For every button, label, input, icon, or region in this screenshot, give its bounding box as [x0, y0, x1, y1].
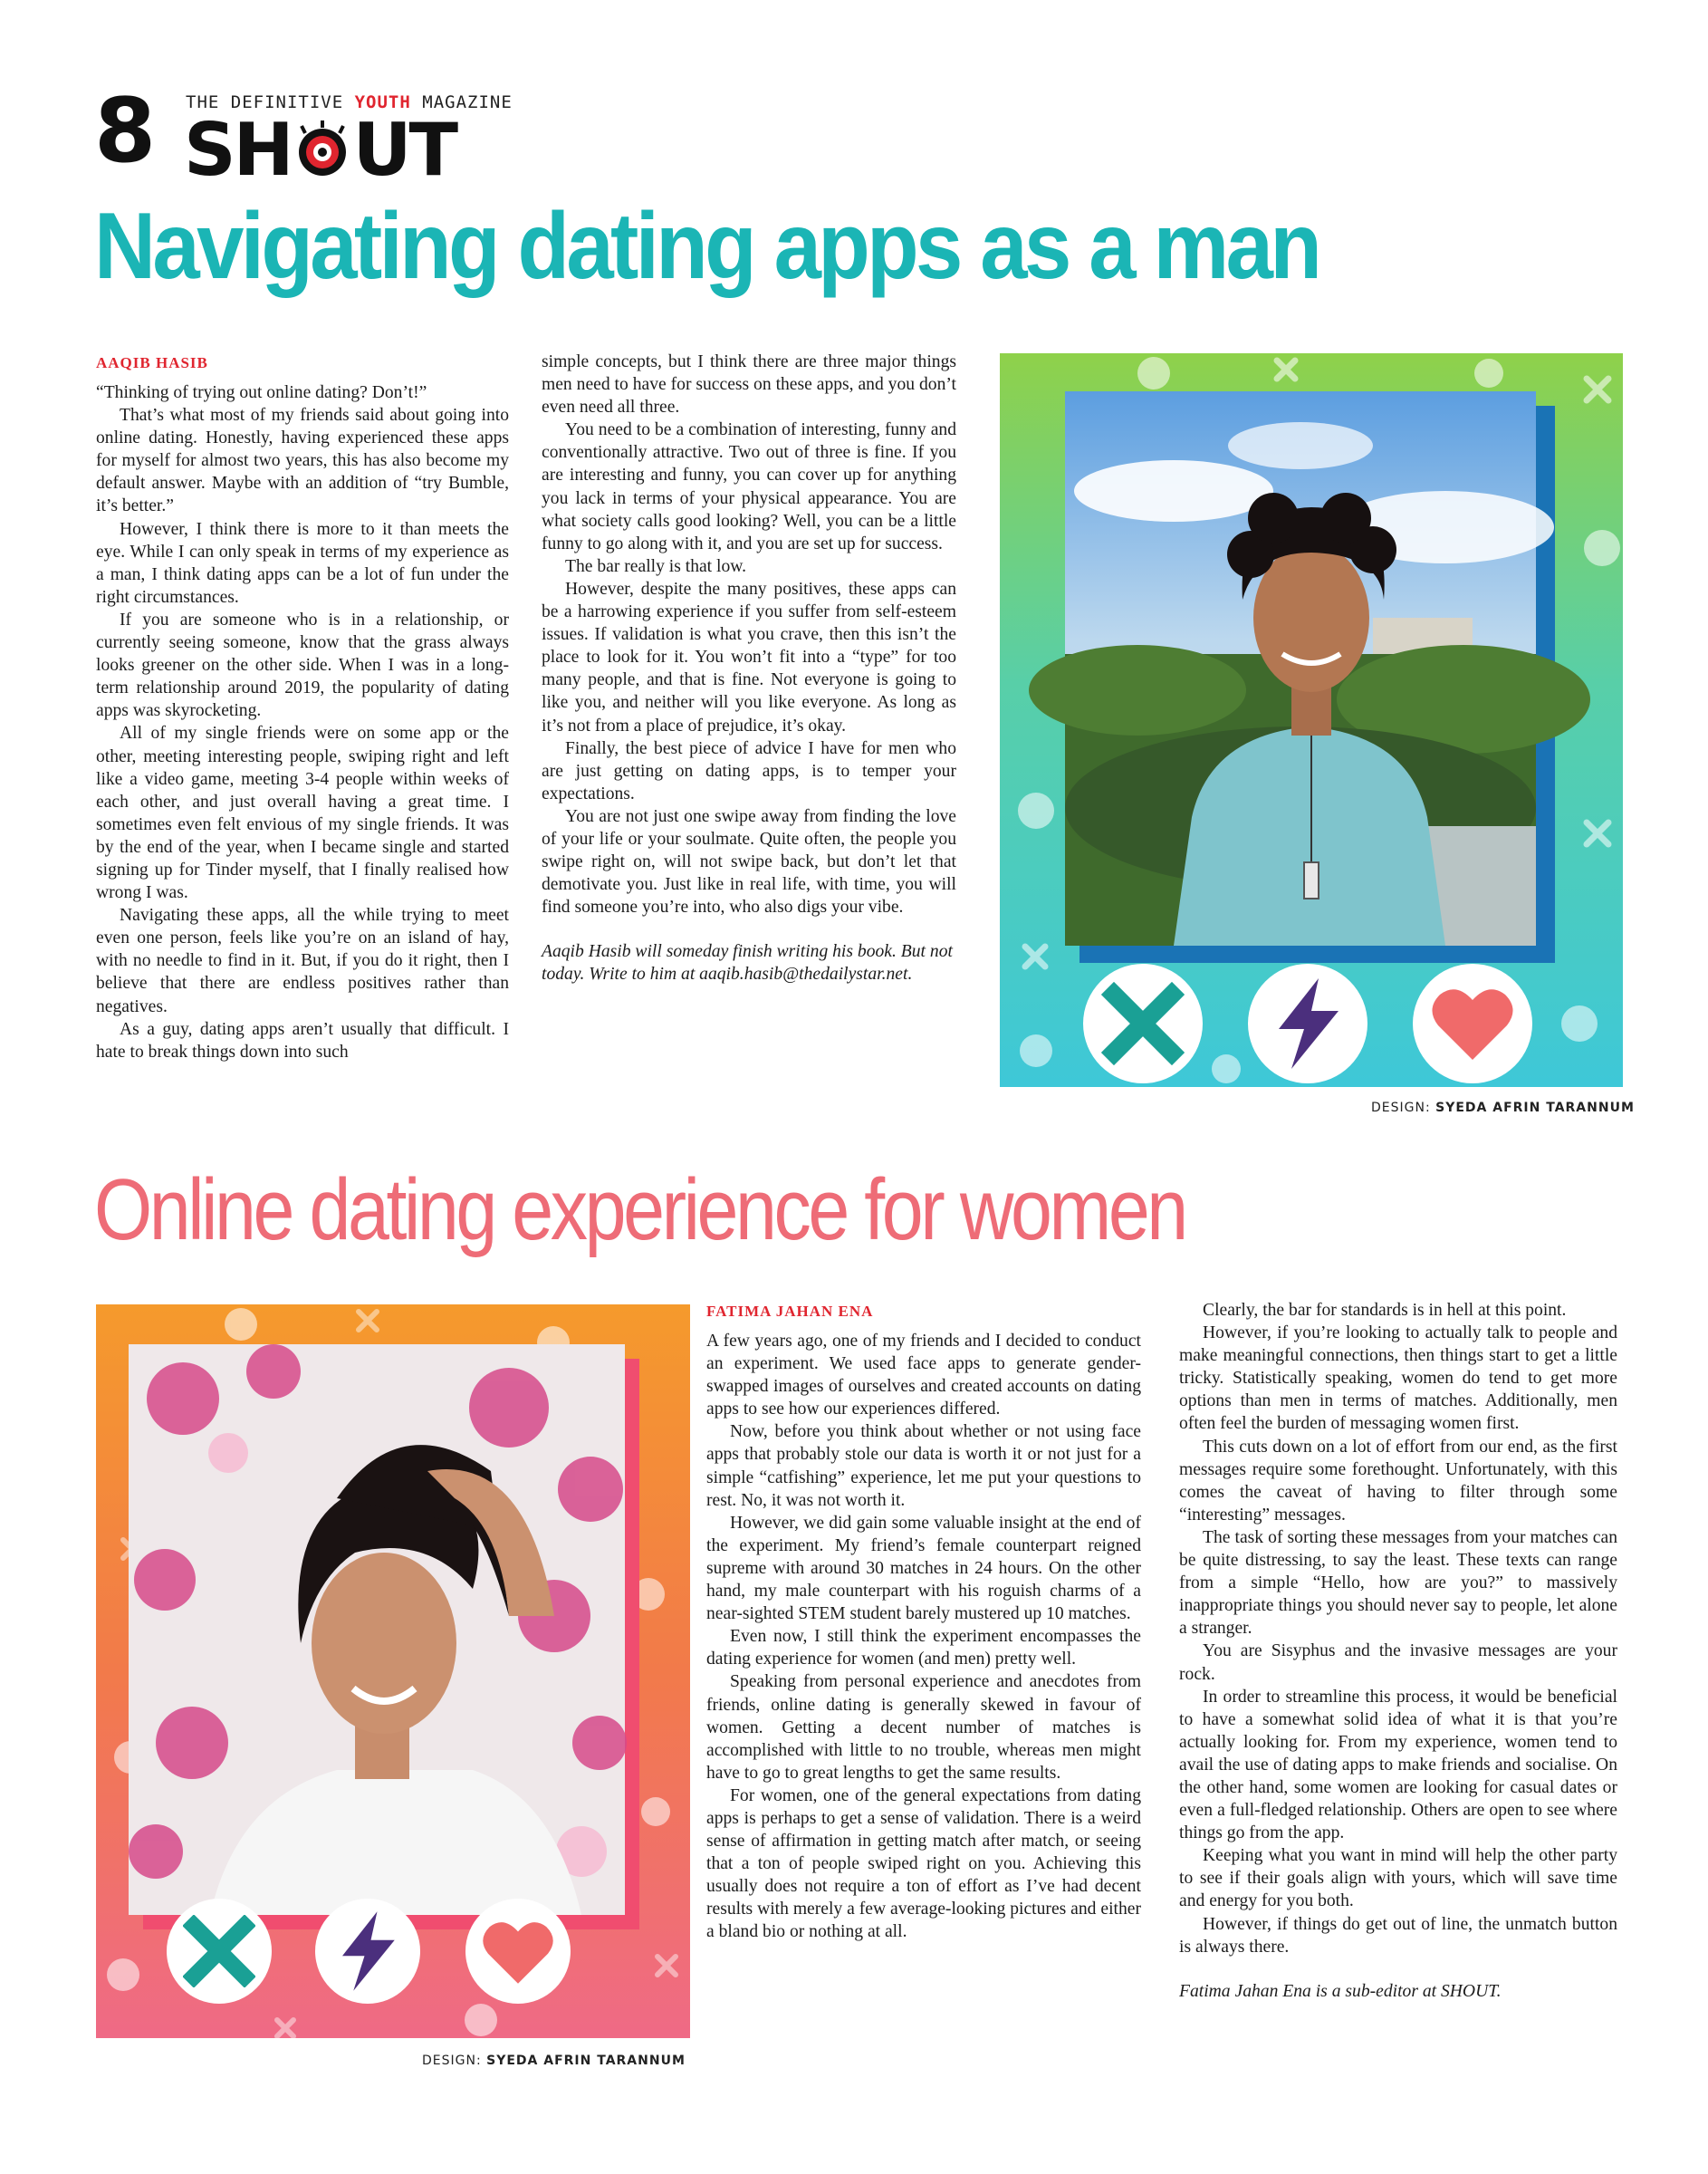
- design-label: DESIGN:: [422, 2054, 482, 2068]
- article1-author-bio: Aaqib Hasib will someday finish writing his book. But not today. Write to him at aaqib.hasib@thedailystar.net.: [542, 942, 953, 985]
- article1-byline: AAQIB HASIB: [96, 354, 208, 371]
- paragraph: Keeping what you want in mind will help the other party to see if their goals align with yours, which will save time and energy for you both.: [1179, 1846, 1617, 1911]
- logo-text-start: SH: [184, 108, 292, 192]
- designer-name: SYEDA AFRIN TARANNUM: [1435, 1101, 1635, 1115]
- article2-design-credit: [422, 2054, 686, 2067]
- paragraph: For women, one of the general expectations from dating apps is perhaps to get a sense of validation. There is a weird sense of affirmation in getting match after match, or seeing that a ton of people swiped right on you. Achieving this usually does not require a ton of effort as I’ve had decent results with merely a few average-looking pictures and either a bland bio or nothing at all.: [706, 1785, 1141, 1942]
- logo-eye-icon: [293, 120, 352, 180]
- paragraph: Now, before you think about whether or not using face apps that probably stole our data is worth it or not just for a simple “catfishing” experience, let me put your questions to rest. No, it was not worth it.: [706, 1422, 1141, 1510]
- paragraph: You are not just one swipe away from finding the love of your life or your soulmate. Quite often, the people you swipe right on, will not swipe back, but don’t let that demotivate you. Just like in real life, with time, you will find someone you’re into, who also digs your vibe.: [542, 806, 956, 918]
- article1-column-2: [542, 351, 956, 986]
- design-label: DESIGN:: [1371, 1101, 1431, 1115]
- paragraph: The task of sorting these messages from your matches can be quite distressing, to say the least. These texts can range from a simple “Hello, how are you?” to massively inappropriate things you should never say to people, let alone a stranger.: [1179, 1527, 1617, 1639]
- article1-col2-body: [542, 351, 956, 919]
- article2-column-2: [1179, 1299, 1617, 2003]
- paragraph: You are Sisyphus and the invasive messages are your rock.: [1179, 1641, 1617, 1684]
- paragraph: You need to be a combination of interesting, funny and conventionally attractive. Two out of three is fine. If you are interesting and funny, you can cover up for anything you lack in terms of your physical appearance. You are what society calls good looking? Well, you can be a little funny to go along with it, and you are set up for success.: [542, 420, 956, 553]
- article2-col1-body: [706, 1330, 1141, 1944]
- lightning-icon[interactable]: [1271, 978, 1344, 1069]
- paragraph: In order to streamline this process, it would be beneficial to have a somewhat solid idea of what it is that you’re actually looking for. From my experience, women tend to avail the use of dating apps to make friends and socialise. On the other hand, some women are looking for casual dates or even a full-fledged relationship. Others are open to see where things go from the app.: [1179, 1687, 1617, 1843]
- close-icon[interactable]: [1101, 982, 1185, 1065]
- paragraph: However, despite the many positives, these apps can be a harrowing experience if you suffer from self-esteem issues. If validation is what you crave, then this isn’t the place to look for it. You won’t fit into a “type” for too many people, and that is fine. Not everyone is going to like you, and neither will you like everyone. As long as it’s not from a place of prejudice, it’s okay.: [542, 579, 956, 736]
- article1-illustration: [1000, 353, 1623, 1087]
- paragraph: All of my single friends were on some app or the other, meeting interesting people, swiping right and left like a video game, meeting 3-4 people within weeks of each other, and just overall having a great time. I sometimes even felt envious of my single friends. It was by the end of the year, when I became single and started signing up for Tinder myself, that I finally realised how wrong I was.: [96, 724, 509, 903]
- article2-headline: Online dating experience for women: [94, 1161, 1185, 1258]
- paragraph: Speaking from personal experience and anecdotes from friends, online dating is generally skewed in favour of women. Getting a decent number of matches is accomplished with little to no trouble, whereas men might have to go to great lengths to get the same results.: [706, 1672, 1141, 1783]
- paragraph: “Thinking of trying out online dating? Don’t!”: [96, 383, 427, 402]
- tagline-post: MAGAZINE: [422, 92, 513, 112]
- paragraph: However, if you’re looking to actually talk to people and make meaningful connections, then things start to get a little tricky. Statistically speaking, women do tend to get more options than men in terms of matches. Additionally, men often feel the burden of messaging women first.: [1179, 1323, 1617, 1434]
- magazine-logo: [184, 108, 456, 192]
- tagline-pre: THE DEFINITIVE: [186, 92, 344, 112]
- heart-icon[interactable]: [482, 1919, 554, 1986]
- paragraph: Navigating these apps, all the while trying to meet even one person, feels like you’re on an island of hay, with no needle to find in it. But, if you do it right, then I believe that there are endless positives rather than negatives.: [96, 906, 509, 1016]
- paragraph: That’s what most of my friends said about going into online dating. Honestly, having experienced these apps for myself for almost two years, this has also become my default answer. Maybe with an addition of “try Bumble, it’s better.”: [96, 406, 509, 516]
- paragraph: If you are someone who is in a relationship, or currently seeing someone, know that the grass always looks greener on the other side. When I was in a long-term relationship around 2019, the popularity of dating apps was skyrocketing.: [96, 610, 509, 721]
- paragraph: However, I think there is more to it than meets the eye. While I can only speak in terms of my experience as a man, I think dating apps can be a lot of fun under the right circumstances.: [96, 519, 509, 607]
- logo-text-end: UT: [352, 108, 456, 192]
- paragraph: However, if things do get out of line, the unmatch button is always there.: [1179, 1914, 1617, 1957]
- paragraph: simple concepts, but I think there are three major things men need to have for success on these apps, and you don’t even need all three.: [542, 352, 956, 418]
- article2-col2-body: [1179, 1299, 1617, 1958]
- paragraph: Even now, I still think the experiment encompasses the dating experience for women (and men) pretty well.: [706, 1627, 1141, 1669]
- close-icon[interactable]: [183, 1915, 255, 1987]
- article1-headline: Navigating dating apps as a man: [94, 194, 1319, 299]
- article1-col1-body: [96, 381, 509, 1063]
- article2-illustration: [96, 1304, 690, 2038]
- paragraph: The bar really is that low.: [565, 556, 747, 576]
- paragraph: Clearly, the bar for standards is in hell at this point.: [1203, 1301, 1567, 1320]
- article2-byline: FATIMA JAHAN ENA: [706, 1303, 874, 1320]
- article1-column-1: [96, 353, 509, 1063]
- designer-name: SYEDA AFRIN TARANNUM: [486, 2054, 686, 2068]
- article2-column-1: [706, 1302, 1141, 1944]
- article2-author-bio: Fatima Jahan Ena is a sub-editor at SHOUT.: [1179, 1981, 1502, 2001]
- paragraph: This cuts down on a lot of effort from our end, as the first messages require some forethought. Unfortunately, with this comes the caveat of having to filter through some “interesting” messages.: [1179, 1437, 1617, 1525]
- paragraph: A few years ago, one of my friends and I decided to conduct an experiment. We used face apps to generate gender-swapped images of ourselves and created accounts on dating apps to see how our experiences differed.: [706, 1332, 1141, 1419]
- page-number: 8: [94, 80, 155, 183]
- paragraph: As a guy, dating apps aren’t usually that difficult. I hate to break things down into such: [96, 1019, 509, 1062]
- heart-icon[interactable]: [1431, 986, 1514, 1062]
- tagline-accent: YOUTH: [354, 92, 411, 112]
- article1-design-credit: [1371, 1101, 1635, 1114]
- lightning-icon[interactable]: [336, 1911, 399, 1991]
- paragraph: Finally, the best piece of advice I have for men who are just getting on dating apps, is to temper your expectations.: [542, 738, 956, 803]
- paragraph: However, we did gain some valuable insight at the end of the experiment. My friend’s female counterpart reigned supreme with around 30 matches in 24 hours. On the other hand, my male counterpart with his roguish charms of a near-sighted STEM student barely mustered up 10 matches.: [706, 1513, 1141, 1624]
